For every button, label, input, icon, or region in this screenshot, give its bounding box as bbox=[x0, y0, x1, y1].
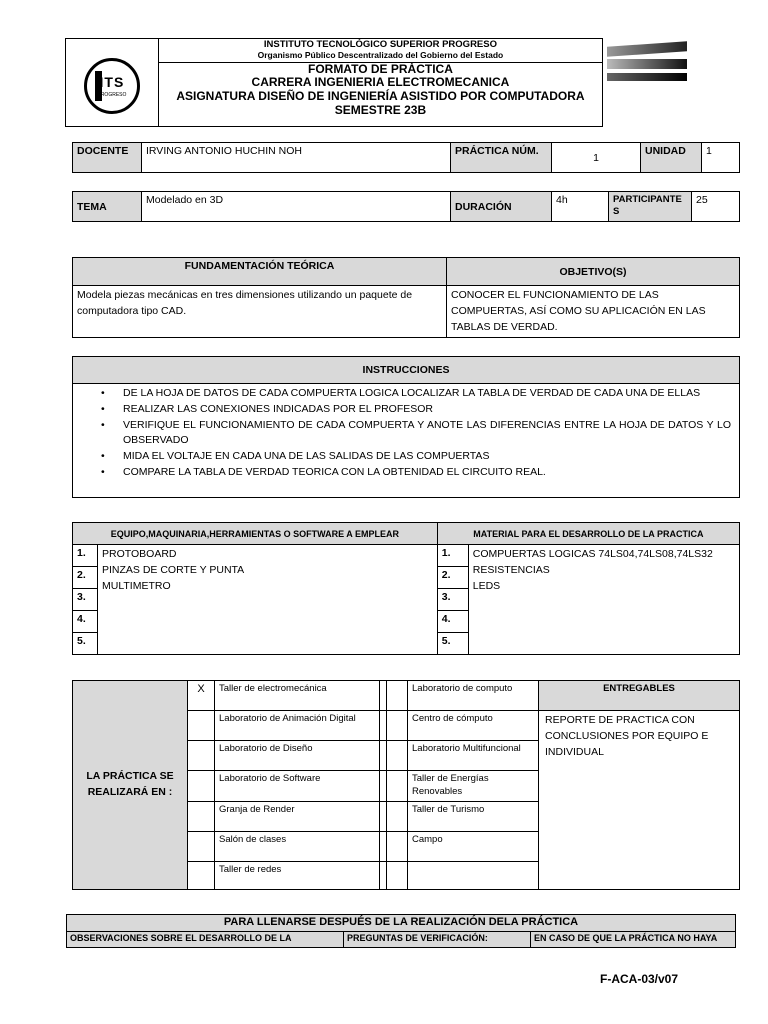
no-realizada-label: EN CASO DE QUE LA PRÁCTICA NO HAYA bbox=[531, 932, 736, 948]
equipo-num: 4. bbox=[73, 611, 98, 633]
lugar-checkbox[interactable]: X bbox=[188, 681, 215, 711]
lugar-checkbox[interactable] bbox=[387, 801, 408, 831]
equipo-label: EQUIPO,MAQUINARIA,HERRAMIENTAS O SOFTWARE A EMPLEAR bbox=[73, 523, 438, 545]
lugar-checkbox[interactable] bbox=[188, 741, 215, 771]
duracion-value: 4h bbox=[552, 192, 609, 222]
document-header bbox=[65, 38, 691, 127]
its-logo bbox=[84, 58, 140, 114]
teacher-info-table bbox=[72, 142, 740, 173]
posterior-table bbox=[66, 914, 736, 948]
material-num: 2. bbox=[437, 567, 468, 589]
unidad-label: UNIDAD bbox=[641, 143, 702, 173]
equipo-material-table bbox=[72, 522, 740, 655]
lugar-checkbox[interactable] bbox=[387, 681, 408, 711]
lugar-option: Centro de cómputo bbox=[408, 711, 539, 741]
instruction-item: • COMPARE LA TABLA DE VERDAD TEORICA CON LA OBTENIDAD EL CIRCUITO REAL. bbox=[101, 465, 546, 478]
career-title: CARRERA INGENIERIA ELECTROMECANICA bbox=[251, 75, 510, 90]
lugar-option: Salón de clases bbox=[215, 831, 380, 861]
entregables-text: REPORTE DE PRACTICA CON CONCLUSIONES POR EQUIPO E INDIVIDUAL bbox=[539, 711, 740, 890]
format-title: FORMATO DE PRÁCTICA bbox=[307, 61, 453, 76]
lugar-checkbox[interactable] bbox=[188, 831, 215, 861]
instrucciones-table bbox=[72, 356, 740, 498]
instruction-item: • VERIFIQUE EL FUNCIONAMIENTO DE CADA COMPUERTA Y ANOTE LAS DIFERENCIAS ENTRE LA HOJA DE DATOS Y LO OBSERVADO bbox=[101, 418, 731, 447]
lugar-option: Granja de Render bbox=[215, 801, 380, 831]
tema-value: Modelado en 3D bbox=[142, 192, 451, 222]
observaciones-label: OBSERVACIONES SOBRE EL DESARROLLO DE LA bbox=[67, 932, 344, 948]
semester-title: SEMESTRE 23B bbox=[334, 103, 427, 118]
subject-title: ASIGNATURA DISEÑO DE INGENIERÍA ASISTIDO POR COMPUTADORA bbox=[176, 89, 585, 104]
lugar-option: Taller de Energías Renovables bbox=[408, 771, 539, 802]
preguntas-label: PREGUNTAS DE VERIFICACIÓN: bbox=[344, 932, 531, 948]
equipo-num: 1. bbox=[73, 545, 98, 567]
lugar-option: Laboratorio de Software bbox=[215, 771, 380, 802]
equipo-item: MULTIMETRO bbox=[102, 579, 171, 592]
equipo-num: 3. bbox=[73, 589, 98, 611]
logo-cell bbox=[66, 39, 159, 127]
duracion-label: DURACIÓN bbox=[451, 192, 552, 222]
lugar-option: Laboratorio de computo bbox=[408, 681, 539, 711]
material-item: LEDS bbox=[472, 579, 501, 592]
equipo-item: PROTOBOARD bbox=[102, 548, 177, 560]
lugar-checkbox[interactable] bbox=[188, 771, 215, 802]
docente-label: DOCENTE bbox=[73, 143, 142, 173]
material-num: 1. bbox=[437, 545, 468, 567]
lugar-checkbox[interactable] bbox=[387, 741, 408, 771]
logo-text: ITS bbox=[99, 73, 125, 90]
material-num: 5. bbox=[437, 633, 468, 655]
equipo-num: 5. bbox=[73, 633, 98, 655]
lugar-checkbox[interactable] bbox=[188, 801, 215, 831]
sep-logo bbox=[603, 39, 689, 95]
header-title-cell bbox=[158, 39, 602, 127]
equipo-item: PINZAS DE CORTE Y PUNTA bbox=[102, 563, 245, 576]
entregables-label: ENTREGABLES bbox=[539, 681, 740, 711]
practica-label: PRÁCTICA NÚM. bbox=[451, 143, 552, 173]
objetivo-label: OBJETIVO(S) bbox=[447, 258, 740, 286]
posterior-label: PARA LLENARSE DESPUÉS DE LA REALIZACIÓN DELA PRÁCTICA bbox=[67, 915, 736, 932]
docente-value: IRVING ANTONIO HUCHIN NOH bbox=[142, 143, 451, 173]
equipo-num: 2. bbox=[73, 567, 98, 589]
instrucciones-list bbox=[73, 384, 740, 498]
instruction-item: • DE LA HOJA DE DATOS DE CADA COMPUERTA LOGICA LOCALIZAR LA TABLA DE VERDAD DE CADA UNA DE ELLAS bbox=[101, 387, 701, 399]
form-code: F-ACA-03/v07 bbox=[600, 972, 679, 986]
instruction-item: • REALIZAR LAS CONEXIONES INDICADAS POR EL PROFESOR bbox=[101, 402, 434, 415]
practica-value: 1 bbox=[552, 143, 641, 173]
right-logo-cell bbox=[602, 39, 691, 127]
participantes-value: 25 bbox=[692, 192, 740, 222]
lugar-checkbox[interactable] bbox=[387, 771, 408, 802]
lugar-option bbox=[408, 861, 539, 889]
lugar-option: Laboratorio de Diseño bbox=[215, 741, 380, 771]
material-list bbox=[468, 545, 739, 655]
participantes-label: PARTICIPANTE S bbox=[609, 192, 692, 222]
equipo-list bbox=[98, 545, 438, 655]
lugar-option: Laboratorio Multifuncional bbox=[408, 741, 539, 771]
lugar-option: Taller de Turismo bbox=[408, 801, 539, 831]
material-num: 4. bbox=[437, 611, 468, 633]
material-item: COMPUERTAS LOGICAS 74LS04,74LS08,74LS32 bbox=[472, 548, 713, 560]
institute-subtitle: Organismo Público Descentralizado del Gobierno del Estado bbox=[159, 51, 602, 63]
fundamentacion-text: Modela piezas mecánicas en tres dimensiones utilizando un paquete de computadora tipo CAD. bbox=[73, 286, 447, 338]
lugar-option: Taller de redes bbox=[215, 861, 380, 889]
logo-subtext: PROGRESO bbox=[97, 91, 127, 98]
tema-label: TEMA bbox=[73, 192, 142, 222]
instruction-item: • MIDA EL VOLTAJE EN CADA UNA DE LAS SALIDAS DE LAS COMPUERTAS bbox=[101, 450, 490, 462]
fundamentacion-label: FUNDAMENTACIÓN TEÓRICA bbox=[73, 258, 447, 286]
material-item: RESISTENCIAS bbox=[472, 563, 550, 576]
material-num: 3. bbox=[437, 589, 468, 611]
instrucciones-label: INSTRUCCIONES bbox=[73, 357, 740, 384]
lugar-checkbox[interactable] bbox=[387, 861, 408, 889]
objetivo-text: CONOCER EL FUNCIONAMIENTO DE LAS COMPUERTAS, ASÍ COMO SU APLICACIÓN EN LAS TABLAS DE VERDAD. bbox=[447, 286, 740, 338]
material-label: MATERIAL PARA EL DESARROLLO DE LA PRACTICA bbox=[437, 523, 739, 545]
lugar-checkbox[interactable] bbox=[188, 711, 215, 741]
fundamentos-table bbox=[72, 257, 740, 338]
lugar-option: Taller de electromecánica bbox=[215, 681, 380, 711]
institute-name: INSTITUTO TECNOLÓGICO SUPERIOR PROGRESO bbox=[263, 39, 497, 50]
lugar-label: LA PRÁCTICA SE REALIZARÁ EN : bbox=[73, 681, 188, 890]
lugar-table bbox=[72, 680, 740, 890]
lugar-checkbox[interactable] bbox=[387, 831, 408, 861]
lugar-option: Laboratorio de Animación Digital bbox=[215, 711, 380, 741]
lugar-option: Campo bbox=[408, 831, 539, 861]
lugar-checkbox[interactable] bbox=[387, 711, 408, 741]
lugar-checkbox[interactable] bbox=[188, 861, 215, 889]
topic-info-table bbox=[72, 191, 740, 222]
unidad-value: 1 bbox=[702, 143, 740, 173]
